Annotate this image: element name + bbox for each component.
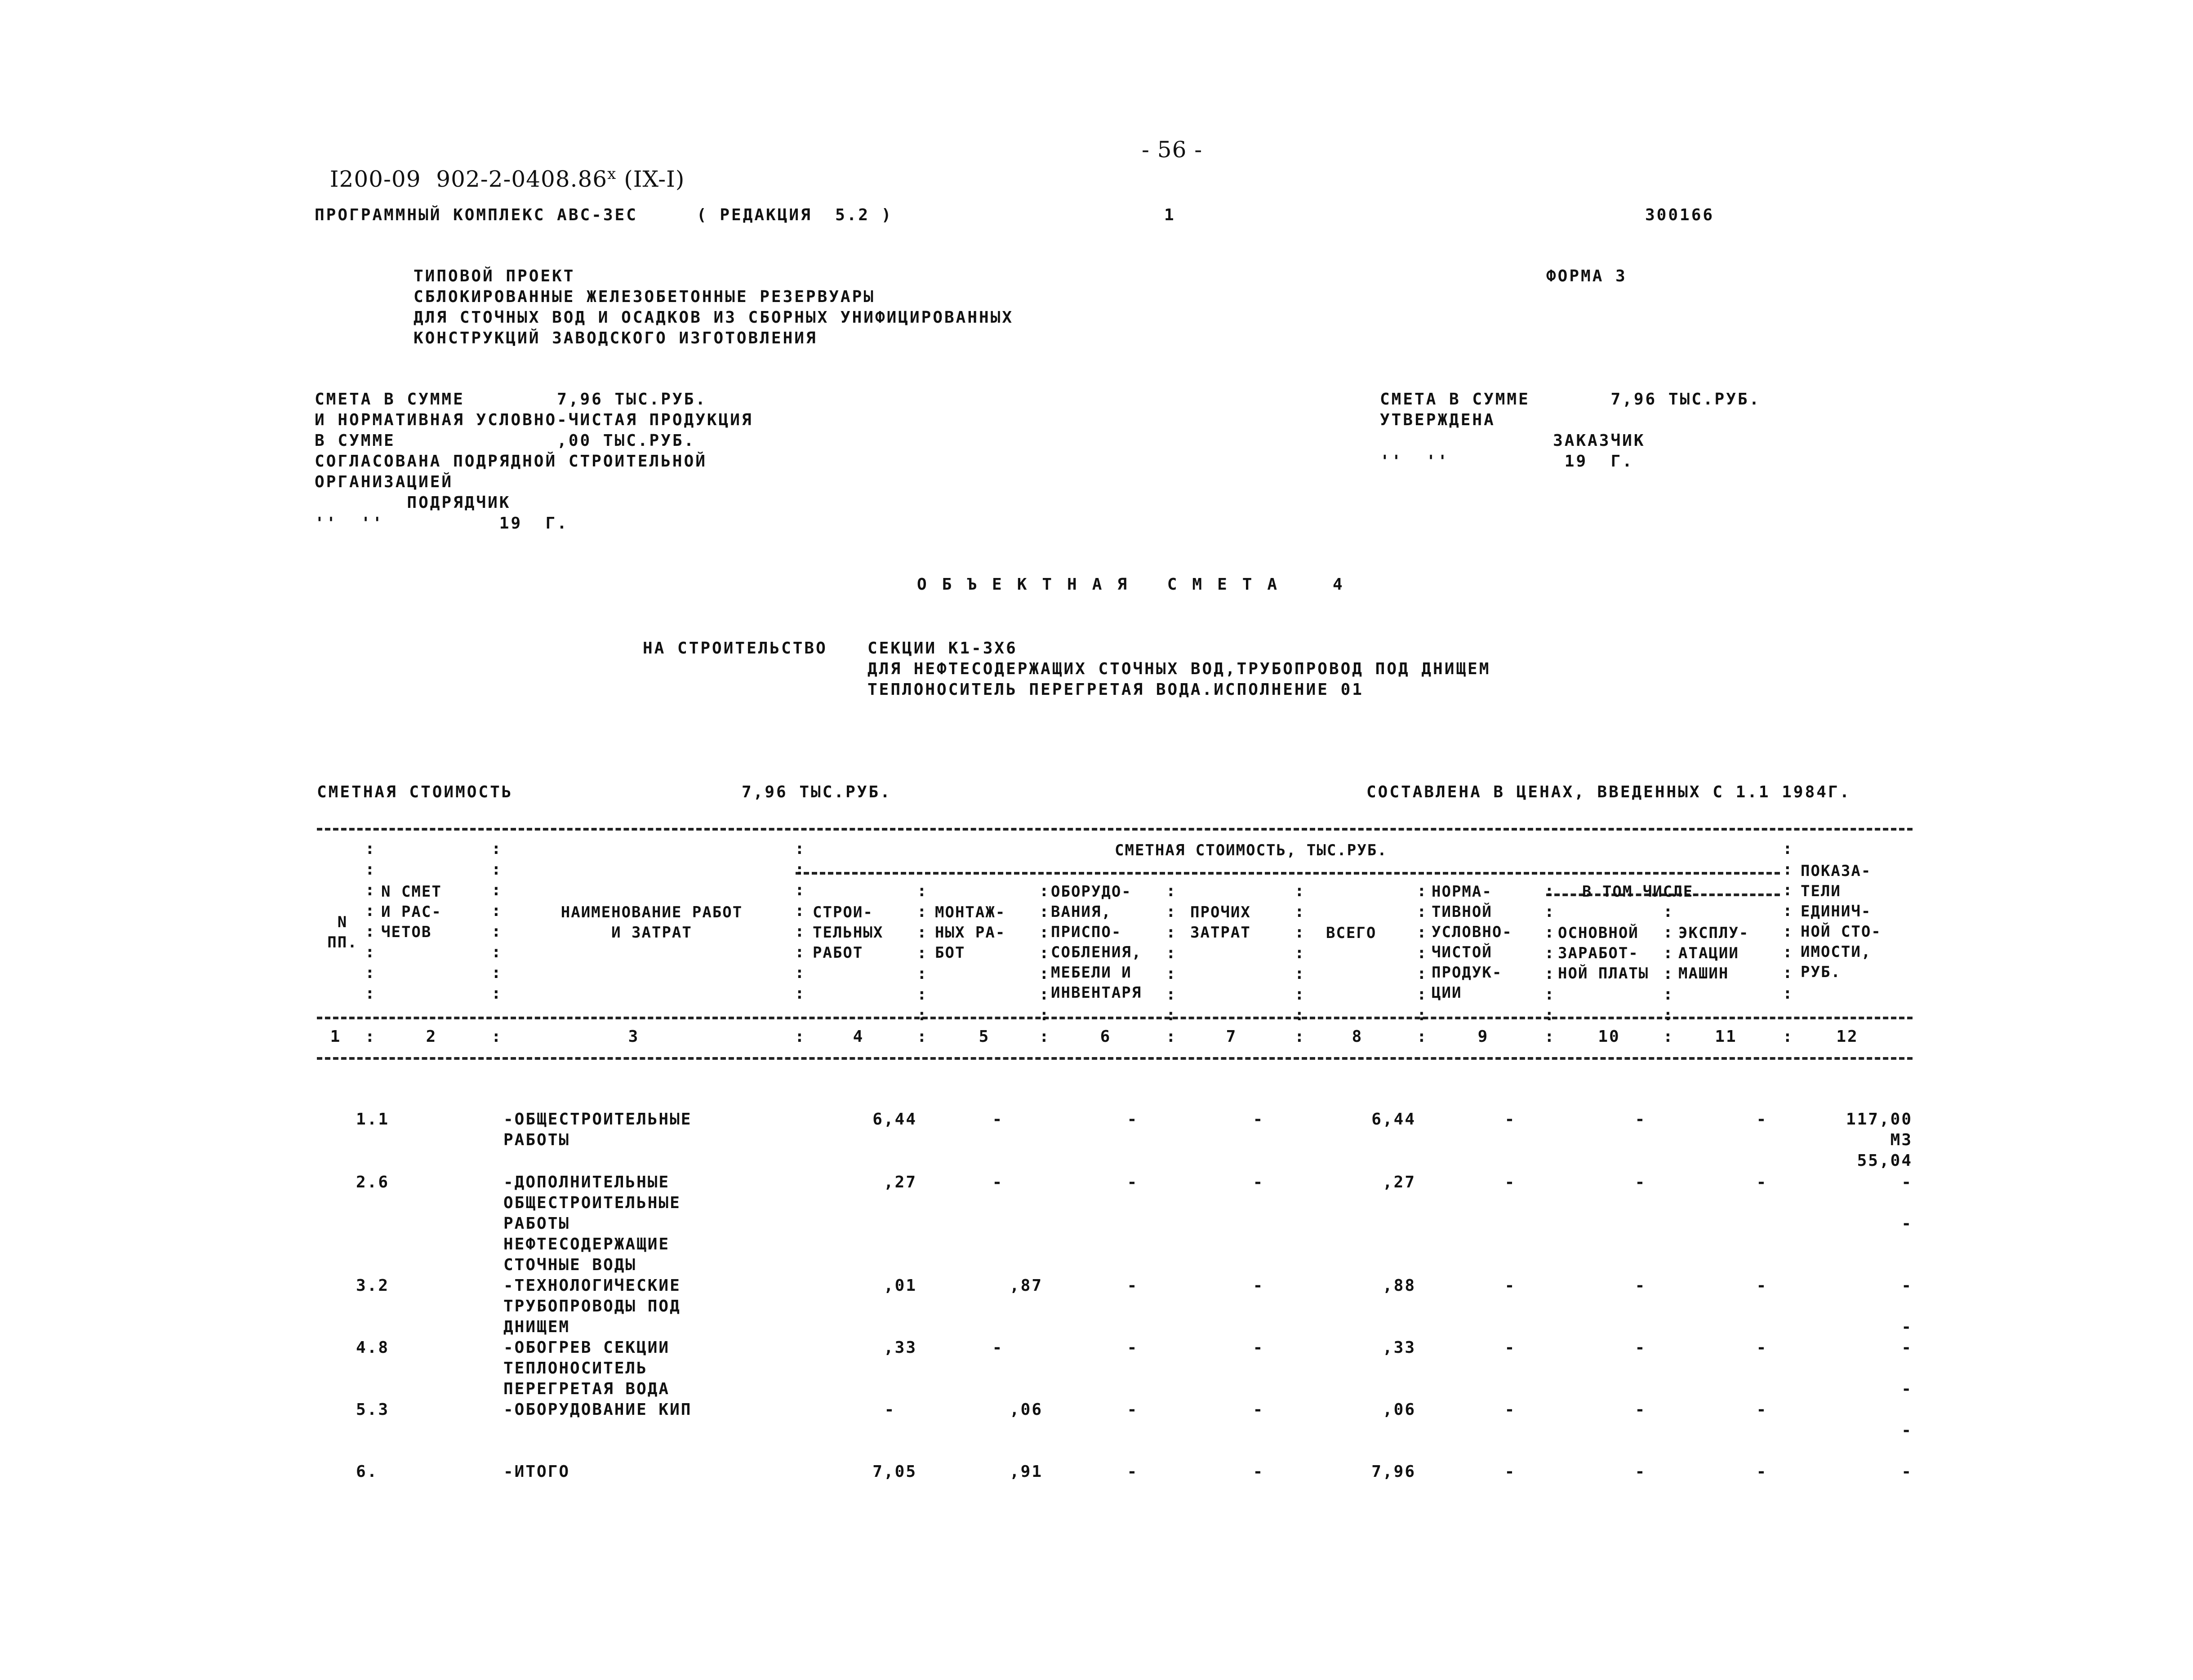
cell-machines: - [1756,1110,1768,1129]
column-number: 7 [1226,1027,1237,1046]
cell-unit-cost: - - [1901,1276,1913,1336]
approval-line: '' '' 19 Г. [315,514,569,533]
subject-line: ТЕПЛОНОСИТЕЛЬ ПЕРЕГРЕТАЯ ВОДА.ИСПОЛНЕНИЕ 01 [867,680,1364,699]
column-number: 6 [1100,1027,1112,1046]
cell-other: - [1253,1173,1264,1191]
column-number: 8 [1352,1027,1363,1046]
approval-line: ЗАКАЗЧИК [1380,431,1646,450]
cell-machines: - [1756,1338,1768,1357]
group-header-cost: СМЕТНАЯ СТОИМОСТЬ, ТЫС.РУБ. [1115,841,1388,859]
row-number: 2.6 [356,1173,390,1191]
subject-line: СЕКЦИИ К1-3Х6 [867,639,1018,658]
row-name: -ИТОГО [503,1462,570,1481]
header-col-3: НАИМЕНОВАНИЕ РАБОТ И ЗАТРАТ [560,903,743,942]
cell-other: - [1253,1338,1264,1357]
cell-construction: - [884,1400,896,1419]
row-name: -ТЕХНОЛОГИЧЕСКИЕ ТРУБОПРОВОДЫ ПОД ДНИЩЕМ [503,1276,681,1336]
header-col-2: N СМЕТ И РАС- ЧЕТОВ [381,883,442,941]
approval-line: И НОРМАТИВНАЯ УСЛОВНО-ЧИСТАЯ ПРОДУКЦИЯ [315,411,753,429]
cell-equipment: - [1127,1462,1139,1481]
sheet-index: 1 [1164,206,1176,224]
column-number: 2 [426,1027,437,1046]
column-separator: : : : : : : : [1166,882,1176,1024]
sheet-code: I200-09 [329,166,421,192]
cell-other: - [1253,1400,1264,1419]
cell-construction: ,27 [883,1173,917,1191]
approval-line: В СУММЕ ,00 ТЫС.РУБ. [315,431,696,450]
cell-unit-cost: 117,00 М3 55,04 [1846,1110,1913,1170]
document-code [315,143,685,190]
cell-installation: ,87 [1009,1276,1043,1295]
approval-line: СМЕТА В СУММЕ 7,96 ТЫС.РУБ. [315,390,707,409]
cell-wages: - [1635,1110,1646,1129]
cell-installation: ,06 [1009,1400,1043,1419]
row-number: 4.8 [356,1338,390,1357]
cell-other: - [1253,1110,1264,1129]
column-number: 4 [853,1027,864,1046]
estimate-number: 4 [1333,575,1344,594]
estimated-cost-value: 7,96 ТЫС.РУБ. [742,783,892,801]
row-name: -ДОПОЛНИТЕЛЬНЫЕ ОБЩЕСТРОИТЕЛЬНЫЕ РАБОТЫ НЕФТЕСОДЕРЖАЩИЕ СТОЧНЫЕ ВОДЫ [503,1173,681,1274]
header-col-12: ПОКАЗА- ТЕЛИ ЕДИНИЧ- НОЙ СТО- ИМОСТИ, РУБ. [1801,862,1882,981]
cell-total: 6,44 [1371,1110,1416,1129]
row-number: 6. [356,1462,378,1481]
header-col-10: ОСНОВНОЙ ЗАРАБОТ- НОЙ ПЛАТЫ [1558,924,1649,982]
cell-construction: ,33 [883,1338,917,1357]
column-number: 3 [628,1027,640,1046]
cell-equipment: - [1127,1338,1139,1357]
subgroup-header-including: В ТОМ ЧИСЛЕ [1582,883,1694,901]
row-name: -ОБОРУДОВАНИЕ КИП [503,1400,692,1419]
cell-unit-cost: - - [1901,1338,1913,1398]
cell-net-product: - [1504,1276,1516,1295]
column-number: 10 [1598,1027,1620,1046]
cell-net-product: - [1504,1338,1516,1357]
cell-wages: - [1635,1462,1646,1481]
subject-prefix: НА СТРОИТЕЛЬСТВО [643,639,827,658]
cell-unit-cost: - [1901,1462,1913,1481]
approval-line: ПОДРЯДЧИК [315,493,511,512]
approval-line: ОРГАНИЗАЦИЕЙ [315,473,454,491]
cell-installation: - [992,1110,1004,1129]
subject-description [867,638,1490,700]
cell-other: - [1253,1462,1264,1481]
cell-net-product: - [1504,1400,1516,1419]
cell-wages: - [1635,1338,1646,1357]
header-col-4: СТРОИ- ТЕЛЬНЫХ РАБОТ [813,903,884,962]
price-basis: СОСТАВЛЕНА В ЦЕНАХ, ВВЕДЕННЫХ С 1.1 1984Г. [1366,783,1851,801]
cell-construction: ,01 [883,1276,917,1295]
cell-net-product: - [1504,1462,1516,1481]
cell-equipment: - [1127,1173,1139,1191]
cell-equipment: - [1127,1276,1139,1295]
doc-superscript: x [607,165,617,183]
cell-construction: 6,44 [872,1110,917,1129]
cell-net-product: - [1504,1173,1516,1191]
header-col-9: НОРМА- ТИВНОЙ УСЛОВНО- ЧИСТОЙ ПРОДУК- ЦИИ [1432,883,1512,1002]
cell-net-product: - [1504,1110,1516,1129]
header-bottom-rule [317,1017,1913,1019]
column-separator: : : : : : : : [1544,882,1554,1024]
column-separator: : : : : : : : : [491,840,501,1003]
cell-total: ,33 [1382,1338,1416,1357]
column-separator: : : : : : : : : [365,840,375,1003]
column-separator: : : : : : : : [1294,882,1304,1024]
cell-installation: ,91 [1009,1462,1043,1481]
cell-unit-cost: - - [1901,1173,1913,1233]
approval-line: СМЕТА В СУММЕ 7,96 ТЫС.РУБ. [1380,390,1761,409]
cell-wages: - [1635,1173,1646,1191]
cell-machines: - [1756,1400,1768,1419]
column-separator: : : : : : : : : [1783,840,1793,1003]
approval-line: СОГЛАСОВАНА ПОДРЯДНОЙ СТРОИТЕЛЬНОЙ [315,452,707,471]
column-separator: : : : : : : : [917,882,927,1024]
header-col-11: ЭКСПЛУ- АТАЦИИ МАШИН [1678,924,1749,982]
cell-machines: - [1756,1462,1768,1481]
cell-unit-cost: - [1901,1421,1913,1440]
document-title: ОБЪЕКТНАЯ СМЕТА [917,575,1293,594]
column-separator: : : : : : : : [1039,882,1049,1024]
page-number: - 56 - [1142,137,1203,163]
project-line: СБЛОКИРОВАННЫЕ ЖЕЛЕЗОБЕТОННЫЕ РЕЗЕРВУАРЫ [414,288,875,306]
cell-installation: - [992,1173,1004,1191]
project-line: ДЛЯ СТОЧНЫХ ВОД И ОСАДКОВ ИЗ СБОРНЫХ УНИФИЦИРОВАННЫХ [414,308,1014,327]
program-name: ПРОГРАММНЫЙ КОМПЛЕКС АВС-ЗЕС [315,206,638,224]
table-top-rule [317,828,1913,831]
column-separator: : : : : : : : [1417,882,1427,1024]
cell-total: ,88 [1382,1276,1416,1295]
form-number: ФОРМА 3 [1546,267,1627,285]
cell-equipment: - [1127,1400,1139,1419]
row-name: -ОБЩЕСТРОИТЕЛЬНЫЕ РАБОТЫ [503,1110,692,1149]
column-separator: : : : : : : : : [795,840,805,1003]
row-number: 5.3 [356,1400,390,1419]
cell-equipment: - [1127,1110,1139,1129]
column-number: 9 [1477,1027,1489,1046]
column-number: 5 [979,1027,990,1046]
header-col-5: МОНТАЖ- НЫХ РА- БОТ [935,903,1006,962]
header-col-7: ПРОЧИХ ЗАТРАТ [1190,903,1251,942]
customer-approval-block [1380,389,1761,472]
column-number: 1 [330,1027,342,1046]
column-number-rule [317,1057,1913,1060]
cell-total: ,27 [1382,1173,1416,1191]
contractor-approval-block [315,389,753,534]
column-number: 11 [1715,1027,1737,1046]
cell-total: 7,96 [1371,1462,1416,1481]
row-number: 3.2 [356,1276,390,1295]
cell-construction: 7,05 [872,1462,917,1481]
doc-volume: (IX-I) [624,166,685,192]
document-id: 300166 [1645,206,1715,224]
project-line: ТИПОВОЙ ПРОЕКТ [414,267,575,285]
cell-wages: - [1635,1276,1646,1295]
approval-line: '' '' 19 Г. [1380,452,1634,471]
cell-total: ,06 [1382,1400,1416,1419]
project-line: КОНСТРУКЦИЙ ЗАВОДСКОГО ИЗГОТОВЛЕНИЯ [414,329,818,347]
column-separator: : : : : : : [1663,902,1673,1024]
project-description [414,266,1014,349]
cell-wages: - [1635,1400,1646,1419]
cell-machines: - [1756,1173,1768,1191]
cell-installation: - [992,1338,1004,1357]
program-edition: ( РЕДАКЦИЯ 5.2 ) [697,206,893,224]
cell-other: - [1253,1276,1264,1295]
header-col-6: ОБОРУДО- ВАНИЯ, ПРИСПО- СОБЛЕНИЯ, МЕБЕЛИ И ИНВЕНТАРЯ [1051,883,1142,1002]
header-col-8: ВСЕГО [1326,924,1377,942]
approval-line: УТВЕРЖДЕНА [1380,411,1495,429]
estimated-cost-label: СМЕТНАЯ СТОИМОСТЬ [317,783,513,801]
doc-number: 902-2-0408.86 [436,166,608,192]
group-header-rule [796,872,1780,875]
subject-line: ДЛЯ НЕФТЕСОДЕРЖАЩИХ СТОЧНЫХ ВОД,ТРУБОПРОВОД ПОД ДНИЩЕМ [867,660,1491,678]
header-col-1: N ПП. [327,913,358,951]
row-number: 1.1 [356,1110,390,1129]
column-number: 12 [1836,1027,1859,1046]
cell-machines: - [1756,1276,1768,1295]
row-name: -ОБОГРЕВ СЕКЦИИ ТЕПЛОНОСИТЕЛЬ ПЕРЕГРЕТАЯ ВОДА [503,1338,670,1398]
